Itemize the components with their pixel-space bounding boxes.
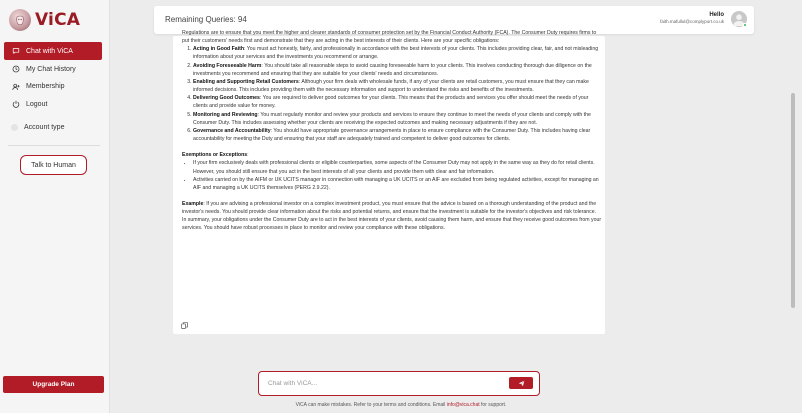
talk-to-human-button[interactable]: Talk to Human <box>20 155 87 175</box>
disclaimer-text: ViCA can make mistakes. Refer to your terms and conditions. Email <box>295 402 447 408</box>
list-item <box>193 78 602 94</box>
disclaimer <box>0 402 802 408</box>
list-item <box>193 45 602 61</box>
sidebar-item-membership[interactable] <box>4 78 102 95</box>
logo-face-icon <box>9 9 31 31</box>
account-type-label: Account type <box>24 124 65 131</box>
item-text: : You are required to deliver good outcomes for your clients. This means that the products and services you offer should meet the needs of your clients and provide value for money. <box>193 95 589 110</box>
send-icon <box>518 380 525 387</box>
support-email-link[interactable]: info@vica.chat <box>446 402 480 408</box>
exemptions-title: Exemptions or Exceptions <box>182 152 248 159</box>
item-text: : You must regularly monitor and review your products and services to ensure they continue to meet the needs of your clients and comply with the Consumer Duty. This includes assessing whether your clients are receiving the expected outcomes and making necessary adjustments if they are not. <box>193 111 591 126</box>
remaining-queries: Remaining Queries: 94 <box>165 15 247 24</box>
assistant-message <box>173 30 605 334</box>
obligations-list <box>182 45 602 143</box>
message-body <box>182 29 602 233</box>
item-text: : You must act honestly, fairly, and professionally in accordance with the best interests of your clients. This includes providing clear, fair, and not misleading information about your services and the investments you recommend or arrange. <box>193 46 599 61</box>
list-item <box>193 94 602 110</box>
clock-icon <box>11 65 20 74</box>
chat-input-container <box>258 371 540 396</box>
example-paragraph <box>182 200 602 216</box>
item-title: Delivering Good Outcomes <box>193 95 260 102</box>
list-item: • Activities carried on by the AIFM or UK UCITS manager in connection with managing a UK UCITS or an AIF are excluded from being regulated activities, except for managing an AIF and managing a UK UCITS themselves (PERG 2.9.22). <box>193 176 602 192</box>
item-title: Monitoring and Reviewing <box>193 111 258 118</box>
item-text: : You should take all reasonable steps to avoid causing foreseeable harm to your clients. This involves conducting thorough due diligence on the investments you recommend and ensuring that they are suitable for your clients' needs and circumstances. <box>193 62 592 77</box>
send-button[interactable] <box>509 377 533 389</box>
item-text: : Although your firm deals with wholesale funds, if any of your clients are retail customers, you must ensure that they can make informed decisions. This includes providing them with the necessary information and support to understand the risks and benefits of the investments. <box>193 78 589 94</box>
summary-paragraph: In summary, your obligations under the Consumer Duty are to act in the best interests of your clients, avoid causing them harm, and ensure that they receive good outcomes from your services. You should have robust processes in place to monitor and review your compliance with these obligations. <box>182 217 602 232</box>
message-intro: Regulations are to ensure that you meet the higher and clearer standards of consumer protection set by the Financial Conduct Authority (FCA). The Consumer Duty requires firms to put their customers' needs first and demonstrate that they are acting in the best interests of their clients. Here are your specific obligations: <box>182 30 597 45</box>
sidebar-divider <box>8 145 100 146</box>
copy-icon[interactable] <box>181 322 188 329</box>
logo[interactable] <box>9 8 80 32</box>
sidebar-item-chat[interactable] <box>4 42 102 60</box>
sidebar-item-label: My Chat History <box>26 65 76 73</box>
sidebar-item-label: Chat with ViCA <box>26 47 73 55</box>
user-email: faith.mafullul@complyport.co.uk <box>660 19 724 24</box>
online-status-dot <box>743 23 747 27</box>
sidebar-item-label: Membership <box>26 83 65 90</box>
disclaimer-suffix: for support. <box>479 402 507 408</box>
sidebar-item-history[interactable] <box>4 61 102 78</box>
example-label: Example <box>182 200 204 207</box>
logo-text: ViCA <box>35 10 81 30</box>
item-text: : You should have appropriate governance arrangements in place to ensure compliance with the Consumer Duty. This includes having clear accountability for meeting the Duty and ensuring that your staff are adequately trained and competent to deliver good outcomes for clients. <box>193 127 591 143</box>
list-item <box>193 127 602 143</box>
example-text: : If you are advising a professional investor on a complex investment product, you must ensure that the advice is based on a thorough understanding of the product and the investor's needs. You should provide clear information about the risks and potential returns, and ensure that the investment is suitable for the investor's objectives and risk tolerance. <box>182 200 597 216</box>
exemptions-heading: Exemptions or Exceptions: <box>182 152 249 159</box>
add-user-icon <box>11 82 20 91</box>
list-item: • If your firm exclusively deals with professional clients or eligible counterparties, some aspects of the Consumer Duty may not apply in the same way as they do for retail clients. However, you should still ensure that you act in the best interests of all your clients and provide them with clear and fair information. <box>193 159 602 175</box>
sidebar-item-label: Logout <box>26 100 48 108</box>
user-info <box>660 12 724 24</box>
item-title: Enabling and Supporting Retail Customers <box>193 78 299 85</box>
item-title: Acting in Good Faith <box>193 46 245 53</box>
upgrade-plan-button[interactable]: Upgrade Plan <box>3 376 104 393</box>
list-item <box>193 62 602 78</box>
account-type-icon <box>11 124 18 131</box>
scrollbar-thumb[interactable] <box>791 93 795 308</box>
chat-icon <box>11 47 20 56</box>
sidebar-item-logout[interactable] <box>4 96 102 113</box>
item-title: Governance and Accountability <box>193 127 271 134</box>
sidebar <box>0 0 110 413</box>
exemptions-list <box>182 159 602 192</box>
greeting: Hello <box>709 12 724 18</box>
sidebar-nav <box>4 42 102 113</box>
account-type[interactable] <box>11 124 64 131</box>
item-title: Avoiding Foreseeable Harm <box>193 62 262 69</box>
power-icon <box>11 100 20 109</box>
list-item <box>193 111 602 127</box>
chat-input[interactable] <box>268 376 503 390</box>
